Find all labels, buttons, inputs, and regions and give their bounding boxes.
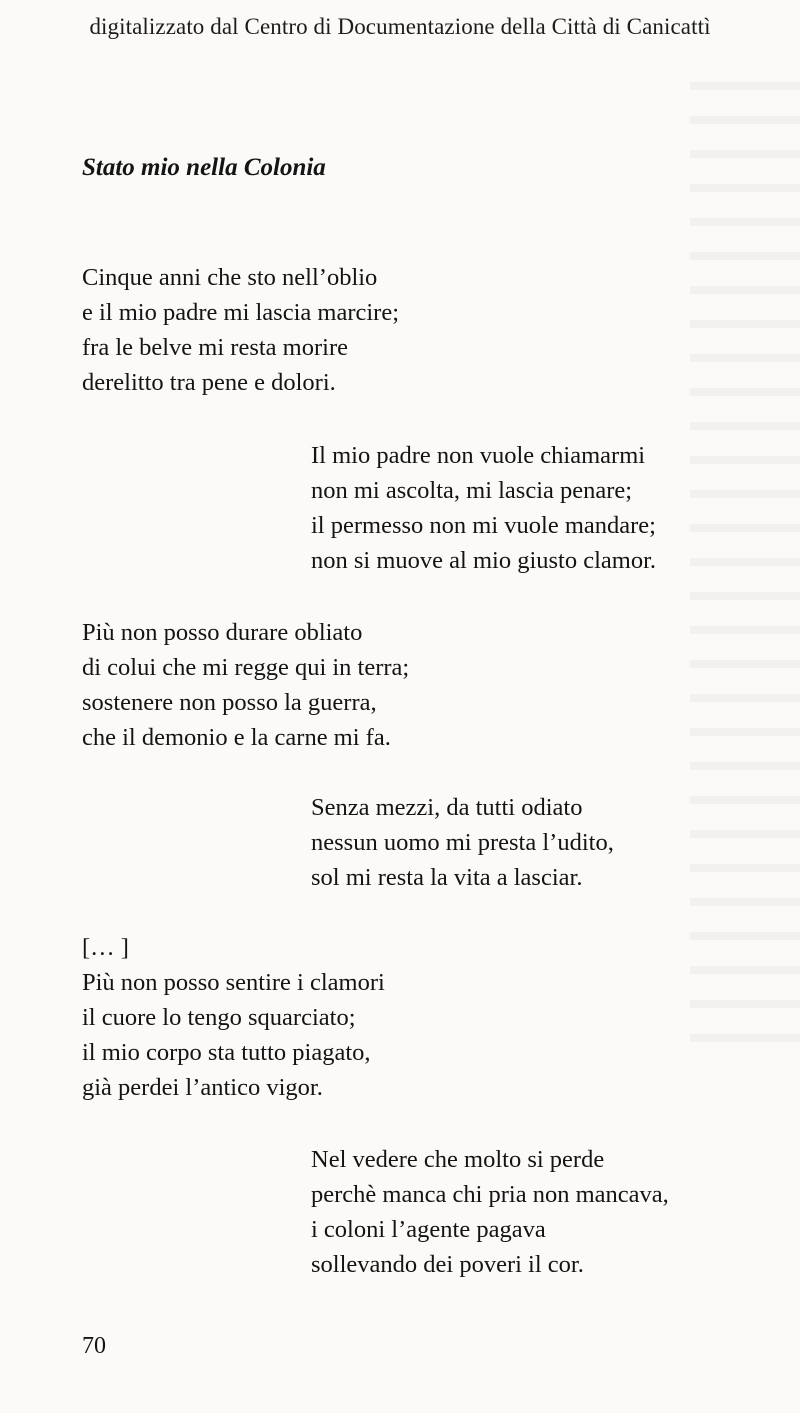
show-through-texture <box>690 60 800 1060</box>
verse-line: nessun uomo mi presta l’udito, <box>311 829 614 856</box>
verse-line: e il mio padre mi lascia marcire; <box>82 299 400 326</box>
verse-line: i coloni l’agente pagava <box>311 1216 546 1243</box>
verse-line: il permesso non mi vuole mandare; <box>311 512 656 539</box>
poem-title: Stato mio nella Colonia <box>82 154 326 181</box>
verse-line: che il demonio e la carne mi fa. <box>82 724 391 751</box>
verse-line: il mio corpo sta tutto piagato, <box>82 1039 371 1066</box>
verse-line: già perdei l’antico vigor. <box>82 1074 323 1101</box>
stanza-4 <box>311 790 614 895</box>
stanza-5 <box>82 930 385 1105</box>
verse-line: Più non posso sentire i clamori <box>82 969 385 996</box>
stanza-3 <box>82 615 409 755</box>
digitization-watermark: digitalizzato dal Centro di Documentazione della Città di Canicattì <box>89 14 711 39</box>
stanza-2 <box>311 438 656 578</box>
omission-marker: [… ] <box>82 934 129 961</box>
stanza-6 <box>311 1142 669 1282</box>
verse-line: sol mi resta la vita a lasciar. <box>311 864 583 891</box>
verse-line: non mi ascolta, mi lascia penare; <box>311 477 633 504</box>
verse-line: Senza mezzi, da tutti odiato <box>311 794 583 821</box>
verse-line: di colui che mi regge qui in terra; <box>82 654 410 681</box>
stanza-1 <box>82 260 399 400</box>
verse-line: Nel vedere che molto si perde <box>311 1146 605 1173</box>
page-number: 70 <box>82 1333 106 1359</box>
verse-line: fra le belve mi resta morire <box>82 334 348 361</box>
verse-line: Il mio padre non vuole chiamarmi <box>311 442 646 469</box>
verse-line: Cinque anni che sto nell’oblio <box>82 264 378 291</box>
verse-line: derelitto tra pene e dolori. <box>82 369 336 396</box>
verse-line: perchè manca chi pria non mancava, <box>311 1181 669 1208</box>
verse-line: non si muove al mio giusto clamor. <box>311 547 657 574</box>
verse-line: sostenere non posso la guerra, <box>82 689 377 716</box>
verse-line: Più non posso durare obliato <box>82 619 363 646</box>
verse-line: sollevando dei poveri il cor. <box>311 1251 584 1278</box>
verse-line: il cuore lo tengo squarciato; <box>82 1004 356 1031</box>
